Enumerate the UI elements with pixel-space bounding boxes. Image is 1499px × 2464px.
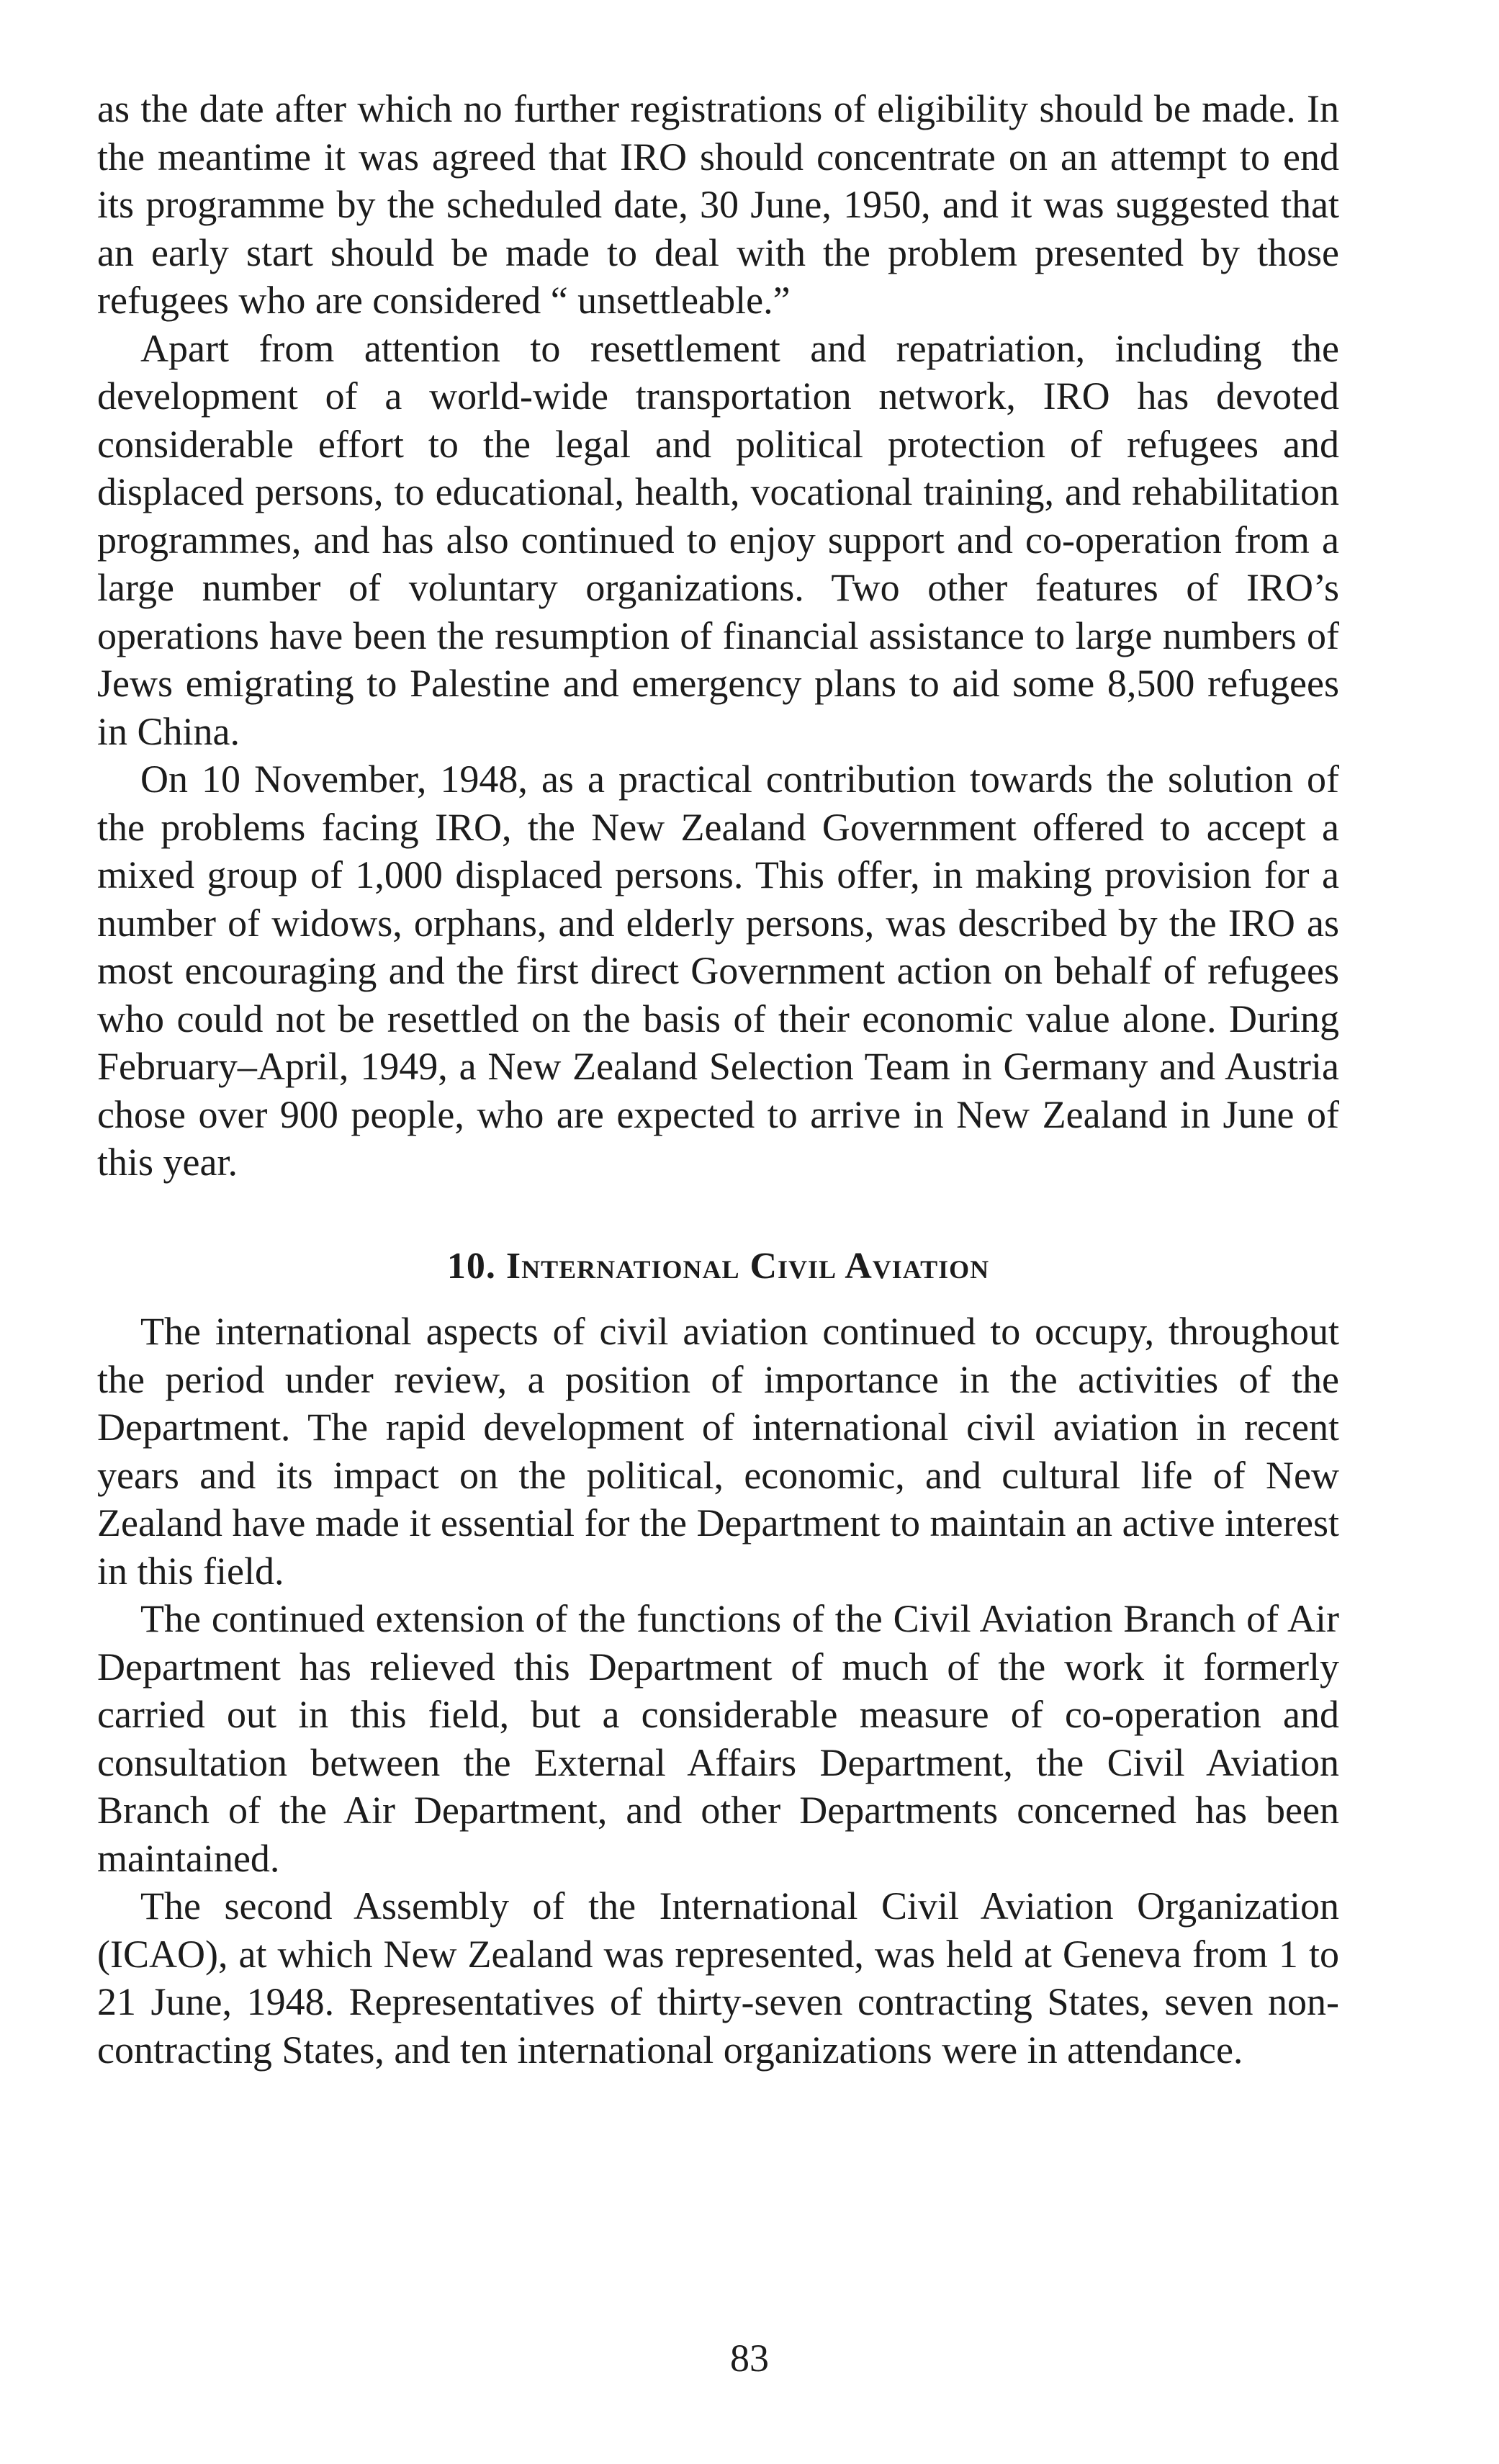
paragraph-civil-aviation-branch: The continued extension of the functions of the Civil Aviation Branch of Air Department has relieved this Department of much of the work it formerly carried out in this field, but a considerable measure of co-operation and consultation between the External Affairs Department, the Civil Aviation Branch of the Air Department, and other Departments concerned has been maintained. [97,1597,1339,1880]
paragraph-new-zealand-offer: On 10 November, 1948, as a practical contribution towards the solution of the problems facing IRO, the New Zealand Government offered to accept a mixed group of 1,000 displaced persons. This offer, in making provision for a number of widows, orphans, and elderly persons, was described by the IRO as most encouraging and the first direct Government action on behalf of refugees who could not be resettled on the basis of their economic value alone. During February–April, 1949, a New Zealand Selection Team in Germany and Austria chose over 900 people, who are expected to arrive in New Zealand in June of this year. [97,757,1339,1184]
paragraph-civil-aviation-aspects: The international aspects of civil aviation continued to occupy, throughout the period under review, a position of importance in the activities of the Department. The rapid development of international civil aviation in recent years and its impact on the political, economic, and cultural life of New Zealand have made it essential for the Department to maintain an active interest in this field. [97,1310,1339,1593]
section-heading: 10. International Civil Aviation [446,1245,990,1287]
paragraph-iro-eligibility: as the date after which no further registrations of eligibility should be made. In the meantime it was agreed that IRO should concentrate on an attempt to end its programme by the scheduled date, 30 June, 1950, and it was suggested that an early start should be made to deal with the problem presented by those refugees who are considered “ unsettleable.” [97,87,1339,322]
paragraph-iro-activities: Apart from attention to resettlement and repatriation, including the development of a world-wide transportation network, IRO has devoted considerable effort to the legal and political protection of refugees and displaced persons, to educational, health, vocational training, and rehabilitation programmes, and has also continued to enjoy support and co-operation from a large number of voluntary organizations. Two other features of IRO’s operations have been the resumption of financial assistance to large numbers of Jews emigrating to Palestine and emergency plans to aid some 8,500 refugees in China. [97,326,1339,753]
page-number: 83 [730,2337,769,2380]
document-page [97,85,1339,2074]
paragraph-icao-assembly: The second Assembly of the International Civil Aviation Organization (ICAO), at which New Zealand was represented, was held at Geneva from 1 to 21 June, 1948. Representatives of thirty-seven contracting States, seven non-contracting States, and ten international organizations were in attendance. [97,1884,1339,2072]
